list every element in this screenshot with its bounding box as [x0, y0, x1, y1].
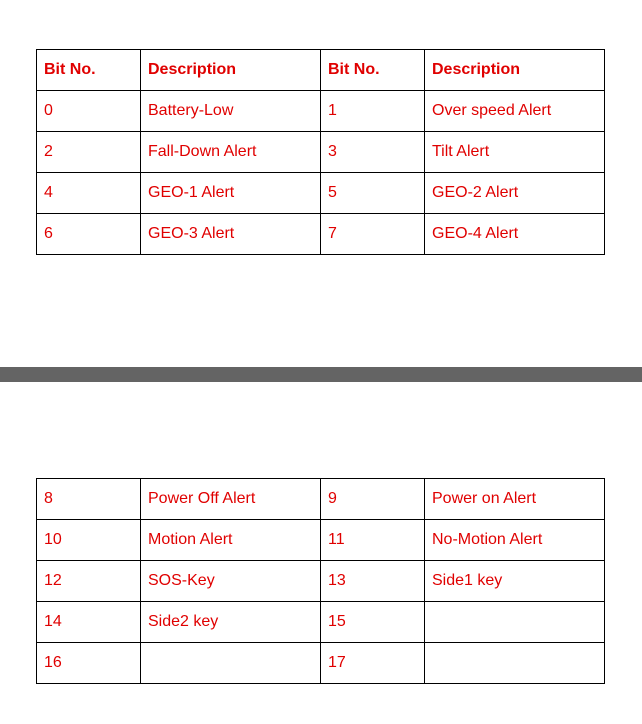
description-cell: No-Motion Alert	[425, 520, 605, 561]
page-break-divider	[0, 367, 642, 382]
table-row	[37, 173, 605, 214]
description-cell: Motion Alert	[141, 520, 321, 561]
description-cell	[425, 643, 605, 684]
table-row	[37, 520, 605, 561]
bit-number-cell: 15	[321, 602, 425, 643]
bit-number-cell: 7	[321, 214, 425, 255]
bit-number-cell: 5	[321, 173, 425, 214]
bit-number-cell: 9	[321, 479, 425, 520]
description-cell: Side1 key	[425, 561, 605, 602]
bit-number-cell: 17	[321, 643, 425, 684]
description-cell: Over speed Alert	[425, 91, 605, 132]
bit-number-cell: 3	[321, 132, 425, 173]
description-cell: GEO-2 Alert	[425, 173, 605, 214]
bit-number-cell: 0	[37, 91, 141, 132]
description-cell: Side2 key	[141, 602, 321, 643]
bit-number-cell: 14	[37, 602, 141, 643]
bit-number-cell: 16	[37, 643, 141, 684]
bit-number-cell: 10	[37, 520, 141, 561]
description-cell: Tilt Alert	[425, 132, 605, 173]
bit-number-cell: 4	[37, 173, 141, 214]
bit-number-cell: 11	[321, 520, 425, 561]
description-cell: Power on Alert	[425, 479, 605, 520]
description-cell: GEO-3 Alert	[141, 214, 321, 255]
header-bit-no: Bit No.	[321, 50, 425, 91]
description-cell	[425, 602, 605, 643]
bit-number-cell: 13	[321, 561, 425, 602]
table-row	[37, 561, 605, 602]
description-cell: GEO-1 Alert	[141, 173, 321, 214]
description-cell: Battery-Low	[141, 91, 321, 132]
description-cell	[141, 643, 321, 684]
table-row	[37, 602, 605, 643]
bit-number-cell: 2	[37, 132, 141, 173]
header-bit-no: Bit No.	[37, 50, 141, 91]
bit-description-table-bottom	[36, 478, 605, 684]
description-cell: Fall-Down Alert	[141, 132, 321, 173]
bit-number-cell: 6	[37, 214, 141, 255]
table-row	[37, 214, 605, 255]
header-description: Description	[425, 50, 605, 91]
bit-number-cell: 12	[37, 561, 141, 602]
bit-description-table-top	[36, 49, 605, 255]
bit-number-cell: 1	[321, 91, 425, 132]
bit-number-cell: 8	[37, 479, 141, 520]
description-cell: SOS-Key	[141, 561, 321, 602]
table-row	[37, 91, 605, 132]
table-row	[37, 643, 605, 684]
description-cell: GEO-4 Alert	[425, 214, 605, 255]
table-row	[37, 132, 605, 173]
table-header-row	[37, 50, 605, 91]
description-cell: Power Off Alert	[141, 479, 321, 520]
header-description: Description	[141, 50, 321, 91]
table-row	[37, 479, 605, 520]
